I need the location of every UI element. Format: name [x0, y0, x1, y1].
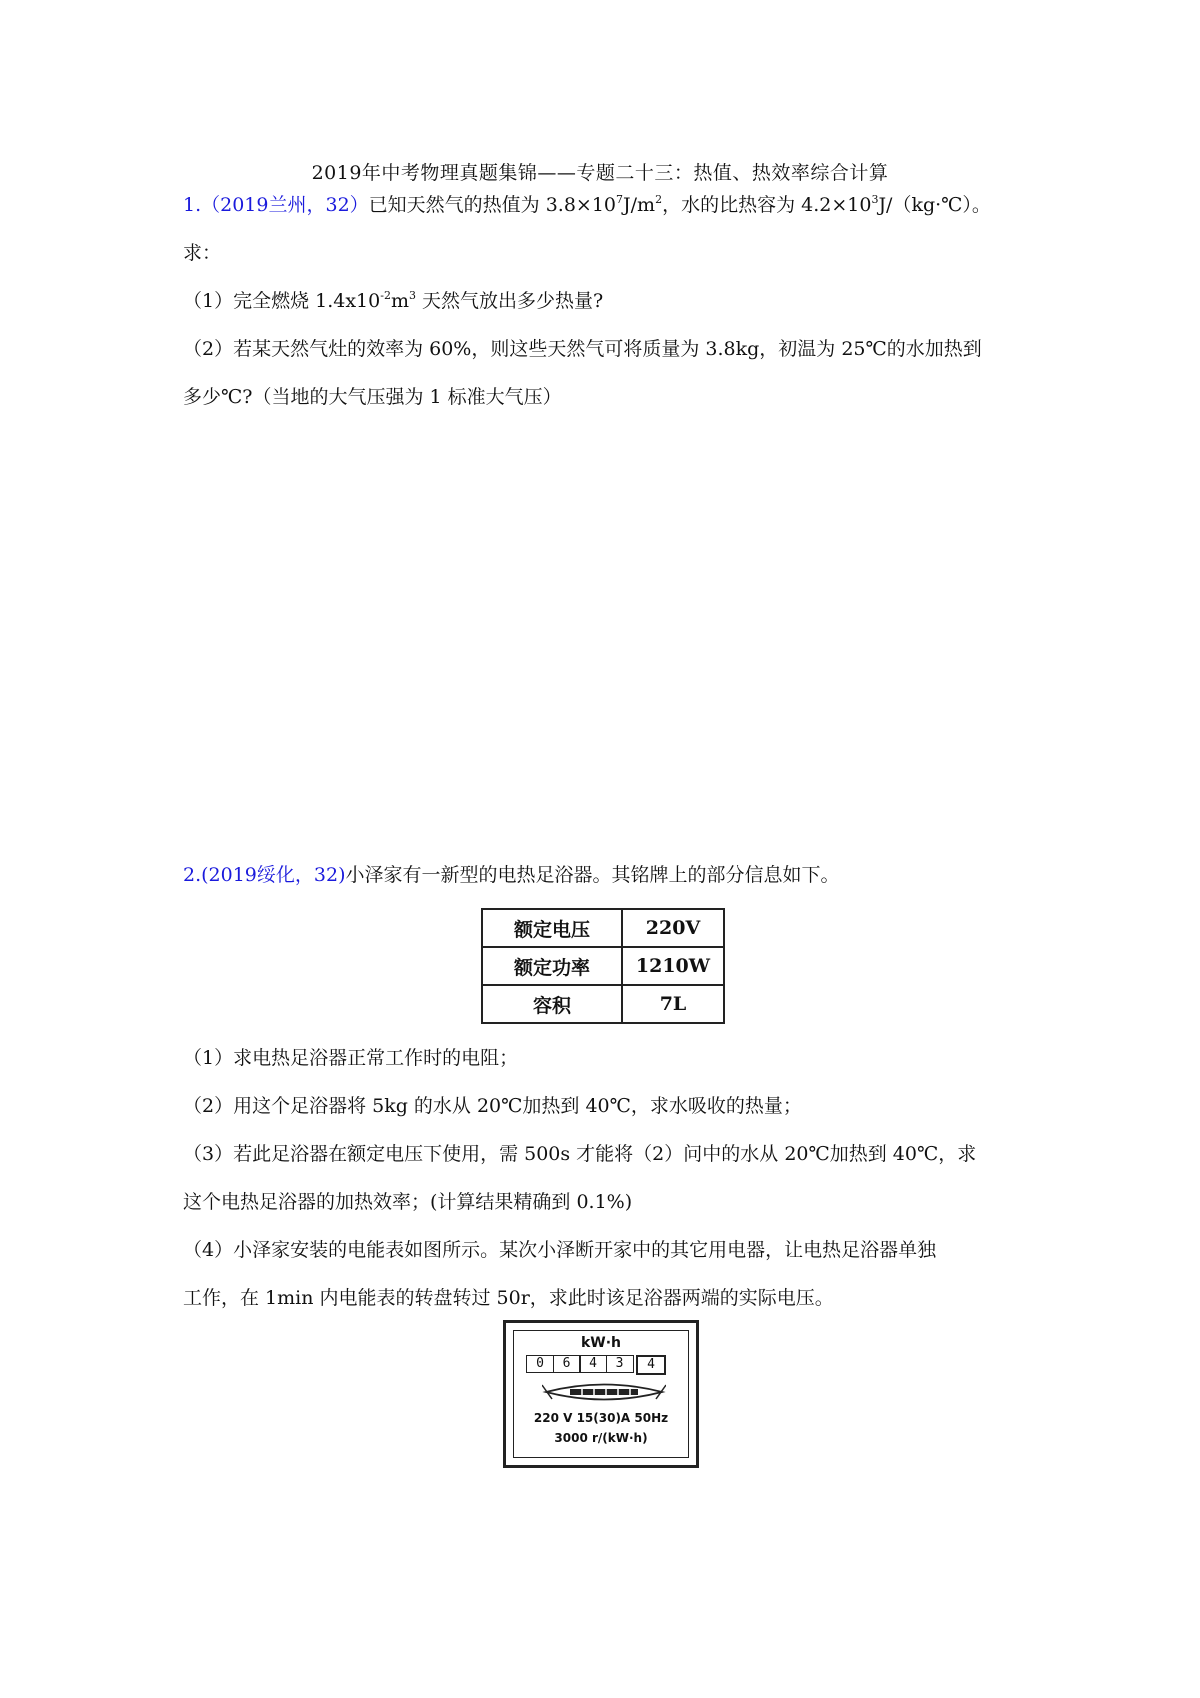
q2-part3: （3）若此足浴器在额定电压下使用，需 500s 才能将（2）问中的水从 20℃加热到 40℃，求	[183, 1143, 977, 1165]
q1-source: 1.（2019兰州，32）	[183, 194, 369, 216]
meter-revolutions: 3000 r/(kW·h)	[554, 1431, 648, 1445]
q2-part2: （2）用这个足浴器将 5kg 的水从 20℃加热到 40℃，求水吸收的热量；	[183, 1095, 802, 1117]
table-value: 1210W	[622, 947, 724, 985]
meter-disc-icon	[542, 1381, 666, 1403]
table-row	[482, 947, 724, 985]
table-value: 220V	[622, 909, 724, 947]
meter-digit: 0	[526, 1355, 554, 1373]
q1-part2: （2）若某天然气灶的效率为 60%，则这些天然气可将质量为 3.8kg，初温为 25℃的水加热到	[183, 338, 982, 360]
table-key: 额定电压	[482, 909, 622, 947]
table-row	[482, 909, 724, 947]
q1-part2-cont: 多少℃?（当地的大气压强为 1 标准大气压）	[183, 386, 562, 408]
q2-part4: （4）小泽家安装的电能表如图所示。某次小泽断开家中的其它用电器，让电热足浴器单独	[183, 1239, 937, 1261]
nameplate-table	[481, 908, 725, 1024]
electricity-meter-figure	[503, 1320, 699, 1468]
meter-unit: kW·h	[580, 1335, 622, 1351]
q2-part1: （1）求电热足浴器正常工作时的电阻；	[183, 1047, 519, 1069]
q2-part3-cont: 这个电热足浴器的加热效率；(计算结果精确到 0.1%)	[183, 1191, 633, 1213]
q2-part4-cont: 工作，在 1min 内电能表的转盘转过 50r，求此时该足浴器两端的实际电压。	[183, 1287, 834, 1309]
table-row	[482, 985, 724, 1023]
table-key: 容积	[482, 985, 622, 1023]
q1-stem: 1.（2019兰州，32）已知天然气的热值为 $3.8\times 10^7J/m^2$，水的比热容为 $4.2\times 10^3J/(kg\cdot℃)$。	[183, 193, 991, 216]
q2-source: 2.(2019绥化，32)	[183, 864, 346, 886]
meter-spec: 220 V 15(30)A 50Hz	[533, 1411, 669, 1425]
meter-digit: 3	[606, 1355, 634, 1373]
meter-digits	[526, 1355, 665, 1375]
meter-face	[513, 1330, 689, 1458]
table-value: 7L	[622, 985, 724, 1023]
q1-stem-line2: 求：	[183, 242, 222, 264]
meter-digit-decimal: 4	[636, 1355, 666, 1375]
q1-part1: （1）完全燃烧 $1.4x10^{-2}m^3$ 天然气放出多少热量?	[183, 289, 604, 312]
meter-digit: 6	[553, 1355, 581, 1373]
meter-digit: 4	[579, 1355, 607, 1373]
page-title: 2019年中考物理真题集锦——专题二十三：热值、热效率综合计算	[311, 162, 889, 184]
q2-stem: 2.(2019绥化，32)小泽家有一新型的电热足浴器。其铭牌上的部分信息如下。	[183, 864, 840, 886]
table-key: 额定功率	[482, 947, 622, 985]
